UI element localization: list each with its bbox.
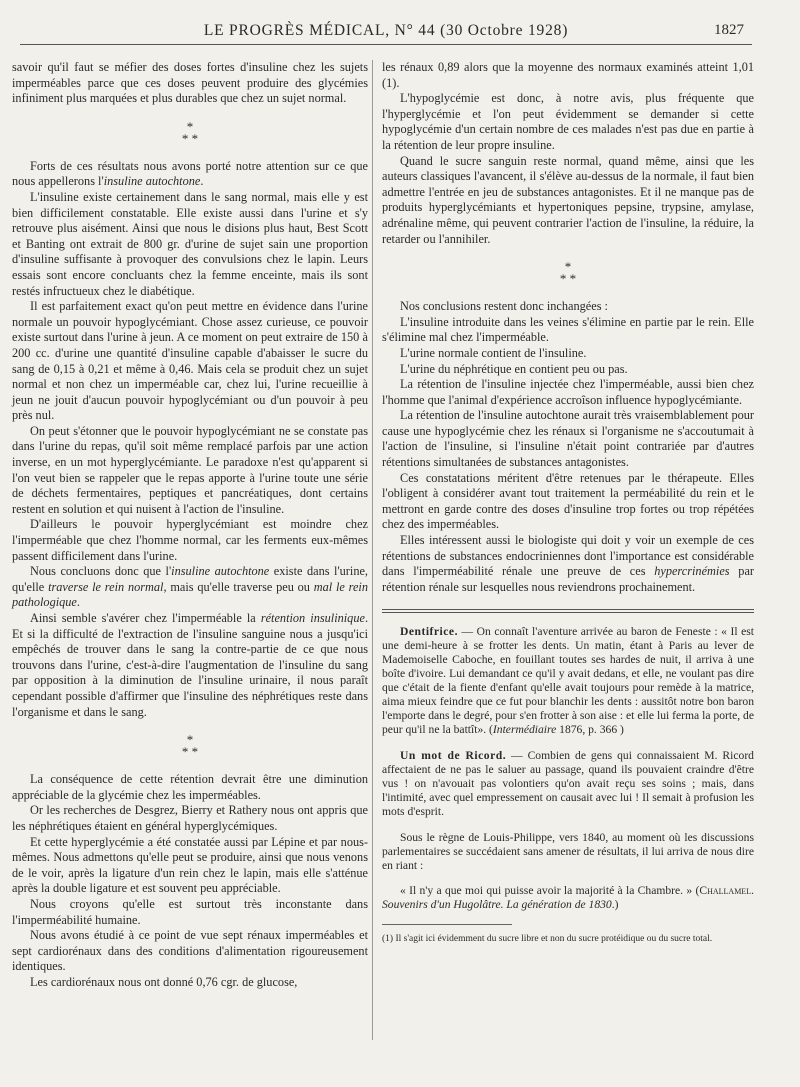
paragraph: Il est parfaitement exact qu'on peut mettre en évidence dans l'urine normale un pouvoir hypoglycémiant. Chose assez curieuse, ce pouvoir existe surtout dans l'urine à jeun. A ce moment on peut extraire de 150 à 200 cc. d'urine une quantité d'insuline capable d'abaisser le sucre du sang de 0,15 à 0,21 et même à 0,46. Mais cela se produit chez un sujet normal et non chez un imperméable car, chez lui, l'urine recueillie à jeun ne jouit d'aucun pouvoir hypoglycémiant ou d'un pouvoir à peu près nul. [12, 299, 368, 423]
paragraph: La rétention de l'insuline injectée chez l'imperméable, aussi bien chez l'homme que l'animal d'expérience accroîson influence hypoglycémiante. [382, 377, 754, 407]
section-separator: * * * [559, 259, 577, 287]
paragraph: D'ailleurs le pouvoir hyperglycémiant est moindre chez l'imperméable que chez l'homme normal, car les ferments eux-mêmes passent difficilement dans l'urine. [12, 517, 368, 563]
anecdote-title: Un mot de Ricord. [400, 749, 507, 762]
paragraph: Nous croyons qu'elle est surtout très inconstante dans l'imperméabilité humaine. [12, 896, 368, 927]
paragraph: Or les recherches de Desgrez, Bierry et Rathery nous ont appris que les néphrétiques étaient en général hyperglycémiques. [12, 803, 368, 833]
anecdote-ricord: Un mot de Ricord. — Combien de gens qui connaissaient M. Ricord affectaient de ne pas le saluer au passage, quand ils pouvaient craindre d'être vus ! on n'avouait pas volontiers qu'on avait reçu ses soins ; mais, dans l'intimité, avec quel empressement on causait avec lui ! Il semait à profusion les mots d'esprit. [382, 749, 754, 818]
footnote-rule [382, 924, 512, 925]
running-header [20, 22, 752, 45]
column-divider [372, 60, 373, 1040]
journal-title: LE PROGRÈS MÉDICAL, N° 44 (30 Octobre 1928) [203, 22, 569, 39]
double-rule [382, 609, 754, 613]
paragraph: L'hypoglycémie est donc, à notre avis, plus fréquente que l'hyperglycémie et l'on peut évidemment se demander si cette hypoglycémie d'un certain nombre de ces malades n'est pas due en partie à la rétention de leur propre insuline. [382, 91, 754, 152]
section-separator: * * * [181, 732, 199, 760]
paragraph: L'insuline existe certainement dans le sang normal, mais elle y est bien difficilement constatable. Elle existe aussi dans l'urine et s'y retrouve plus aisément. Ainsi que nous le disions plus haut, Best Scott et Banting ont extrait de 800 gr. d'urine de sujet sain une proportion d'insuline suffisante à provoquer des convulsions chez le lapin. Leurs essais sont encore concluants chez la femme enceinte, mais ils sont restés infructueux chez le diabétique. [12, 189, 368, 298]
page-number: 1827 [714, 22, 744, 38]
paragraph: L'insuline introduite dans les veines s'élimine en partie par le rein. Elle s'élimine mal chez l'imperméable. [382, 314, 754, 345]
paragraph: Nous avons étudié à ce point de vue sept rénaux imperméables et sept cardiorénaux dans des conditions d'alimentation rigoureusement identiques. [12, 928, 368, 974]
paragraph: Les cardiorénaux nous ont donné 0,76 cgr. de glucose, [30, 974, 298, 989]
paragraph: Quand le sucre sanguin reste normal, quand même, ainsi que les auteurs classiques l'avancent, il s'élève au-dessus de la normale, il faut bien admettre l'entrée en jeu de substances antagonistes. Et il ne manque pas de produits hyperglycémiants et hypertoniques pepsine, trypsine, amylase, adrénaline même, qui peuvent contrarier l'action de l'insuline, la réduire, la retarder ou l'annihiler. [382, 153, 754, 246]
paragraph: L'urine normale contient de l'insuline. [400, 345, 587, 360]
paragraph: les rénaux 0,89 alors que la moyenne des normaux examinés atteint 1,01 (1). [382, 60, 754, 90]
section-separator: * * * [181, 118, 199, 146]
left-column [12, 60, 368, 990]
paragraph: Elles intéressent aussi le biologiste qui doit y voir un exemple de ces rétentions de substances endocriniennes dont l'importance est considérable dans l'imperméabilité rénale une preuve de ces hypercrinémies par rétention rénale sur lesquelles nous reviendrons prochainement. [382, 533, 755, 594]
right-column [382, 60, 754, 955]
paragraph: La conséquence de cette rétention devrait être une diminution appréciable de la glycémie chez les imperméables. [12, 772, 368, 802]
paragraph: Nous concluons donc que l'insuline autochtone existe dans l'urine, qu'elle traverse le rein normal, mais qu'elle traverse peu ou mal le rein pathologique. [12, 564, 368, 610]
anecdote-dentifrice: Dentifrice. — On connaît l'aventure arrivée au baron de Feneste : « Il est une demi-heure à se frotter les dents. Un matin, étant à Paris au lever de Mademoiselle Caboche, en fouillant toutes ses hardes de nuit, il arriva à une boîte d'ivoire. Lui demandant ce qu'il y avait dedans, et elle, ne voulant pas dire que c'était de la fiente d'enfant qu'elle avait toujours pour remède à la matrice, aima mieux feindre que ce fut pour blanchir les dents : aussitôt notre bon baron l'emporte dans le degré, pour s'en frotter à son aise : et elle lui ferma la porte, de peur qu'il ne la battît». (Intermédiaire 1876, p. 366 ) [382, 625, 754, 737]
paragraph: L'urine du néphrétique en contient peu ou pas. [400, 361, 628, 376]
anecdote-title: Dentifrice. [400, 625, 458, 639]
paragraph: Ainsi semble s'avérer chez l'imperméable la rétention insulinique. Et si la difficulté de l'extraction de l'insuline sanguine nous a jusqu'ici empêchés de trouver dans le sang la contre-partie de ce que nous trouvons dans l'urine, c'est-à-dire l'augmentation de l'insuline du sang par opposition à la diminution de l'insuline urinaire, il nous paraît cependant possible d'affirmer que l'insuline des néphrétiques reste dans l'organisme et dans le sang. [12, 611, 369, 719]
paragraph: savoir qu'il faut se méfier des doses fortes d'insuline chez les sujets imperméables parce que ces doses peuvent produire des glycémies infiniment plus marquées et plus durables que chez un sujet normal. [12, 60, 368, 106]
paragraph: Sous le règne de Louis-Philippe, vers 1840, au moment où les discussions parlementaires se succédaient sans amener de résultats, il lui arriva de nous dire en riant : [382, 830, 754, 872]
quote: « Il n'y a que moi qui puisse avoir la majorité à la Chambre. » (Challamel. Souvenirs d'un Hugolâtre. La génération de 1830.) [382, 884, 754, 912]
paragraph: On peut s'étonner que le pouvoir hypoglycémiant ne se constate pas dans l'urine du repas, qu'il soit même remplacé parfois par une action inverse, en un mot hyperglycémiante. Le paradoxe n'est qu'apparent si l'on veut bien se rappeler que le repas apporte à l'urine toute une série de déchets fermentaires, peptiques et pancréatiques, dont certains restent en solution et qui nuisent à l'action de l'insuline. [12, 423, 368, 516]
paragraph: Forts de ces résultats nous avons porté notre attention sur ce que nous appellerons l'insuline autochtone. [12, 158, 368, 189]
paragraph: Et cette hyperglycémie a été constatée aussi par Lépine et par nous-mêmes. Nous admettons qu'elle peut se produire, ainsi que nous venons de le voir, après la ligature d'un rein chez le lapin, mais elle s'atténue après la double ligature et est souvent peu appréciable. [12, 834, 368, 896]
paragraph: Nos conclusions restent donc inchangées : [400, 299, 608, 314]
paragraph: La rétention de l'insuline autochtone aurait très vraisemblablement pour cause une hypoglycémie chez les rénaux si l'organisme ne s'accoutumait à l'action de l'insuline, si l'insuline n'était point contrariée par d'autres rétentions simultanées de substances antagonistes. [382, 408, 754, 470]
paragraph: Ces constatations méritent d'être retenues par le thérapeute. Elles l'obligent à considérer avant tout traitement la perméabilité du rein et le mettront en garde contre des doses d'insuline trop fortes ou trop répétées chez des imperméables. [382, 470, 754, 532]
footnote: (1) Il s'agit ici évidemment du sucre libre et non du sucre protéidique ou du sucre total. [382, 934, 713, 945]
